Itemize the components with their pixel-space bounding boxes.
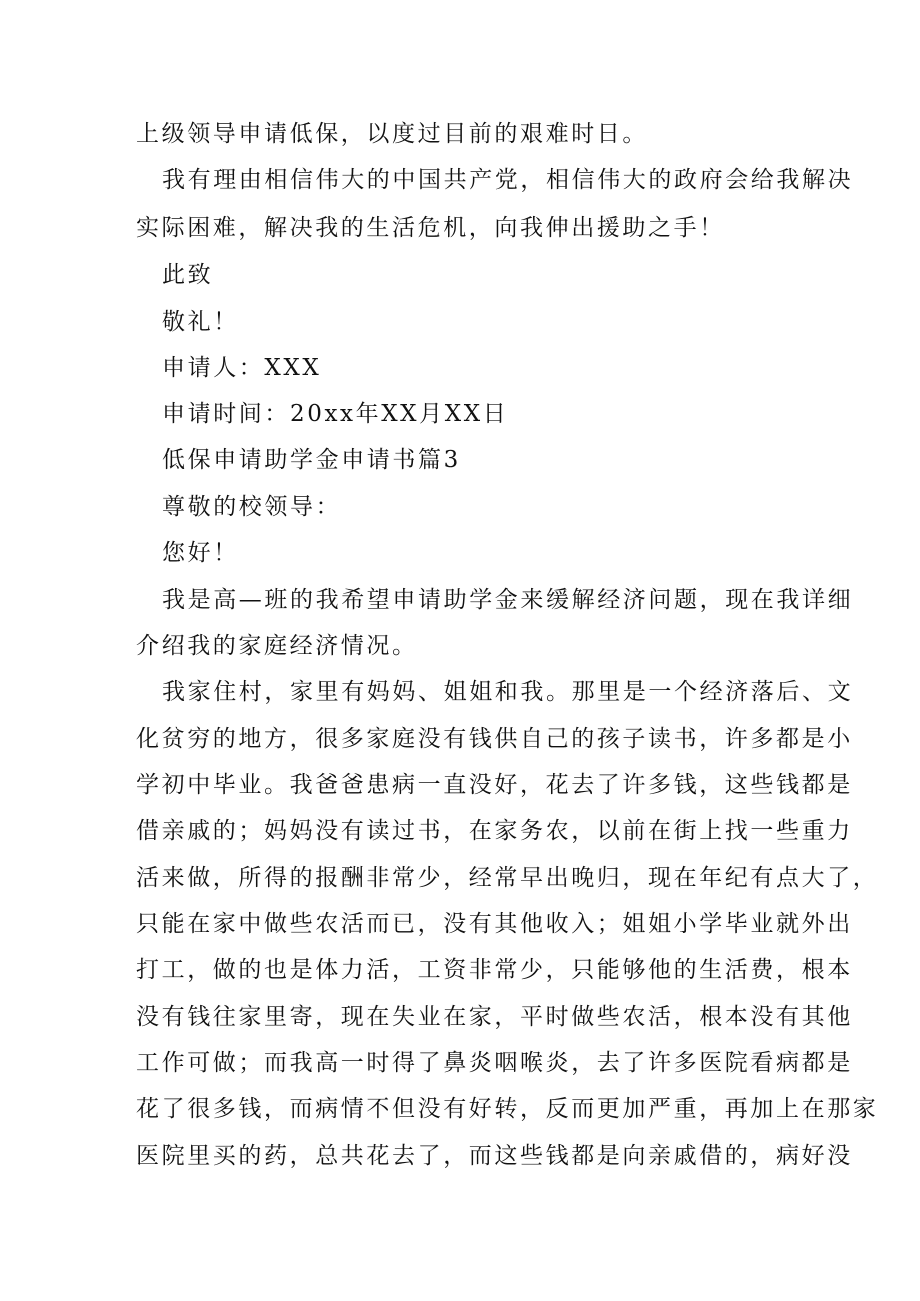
text-line-3: 实际困难，解决我的生活危机，向我伸出援助之手！ [136,215,725,241]
section-heading: 低保申请助学金申请书篇3 [162,447,461,473]
text-line-21: 工作可做；而我高一时得了鼻炎咽喉炎，去了许多医院看病都是 [136,1050,853,1076]
text-line-23: 医院里买的药，总共花去了，而这些钱都是向亲戚借的，病好没 [136,1143,853,1169]
text-line-17: 活来做，所得的报酬非常少，经常早出晚归，现在年纪有点大了， [136,865,879,891]
text-line-20: 没有钱往家里寄，现在失业在家，平时做些农活，根本没有其他 [136,1004,853,1030]
text-line-5: 敬礼！ [162,309,239,335]
text-line-22: 花了很多钱，而病情不但没有好转，反而更加严重，再加上在那家 [136,1096,879,1122]
salutation: 尊敬的校领导： [162,494,342,520]
applicant-line: 申请人：XXX [162,355,322,381]
text-line-1: 上级领导申请低保，以度过目前的艰难时日。 [136,121,648,147]
text-line-13: 我家住村，家里有妈妈、姐姐和我。那里是一个经济落后、文 [162,679,854,705]
text-line-14: 化贫穷的地方，很多家庭没有钱供自己的孩子读书，许多都是小 [136,726,853,752]
text-line-18: 只能在家中做些农活而已，没有其他收入；姐姐小学毕业就外出 [136,911,853,937]
text-line-4: 此致 [162,262,214,288]
text-line-11: 我是高—班的我希望申请助学金来缓解经济问题，现在我详细 [162,587,854,613]
text-line-16: 借亲戚的；妈妈没有读过书，在家务农，以前在街上找一些重力 [136,818,853,844]
text-line-12: 介绍我的家庭经济情况。 [136,633,418,659]
text-line-2: 我有理由相信伟大的中国共产党，相信伟大的政府会给我解决 [162,167,854,193]
text-line-19: 打工，做的也是体力活，工资非常少，只能够他的生活费，根本 [136,957,853,983]
application-date-line: 申请时间：20xx年XX月XX日 [162,401,509,427]
text-line-15: 学初中毕业。我爸爸患病一直没好，花去了许多钱，这些钱都是 [136,772,853,798]
greeting: 您好！ [162,540,239,566]
